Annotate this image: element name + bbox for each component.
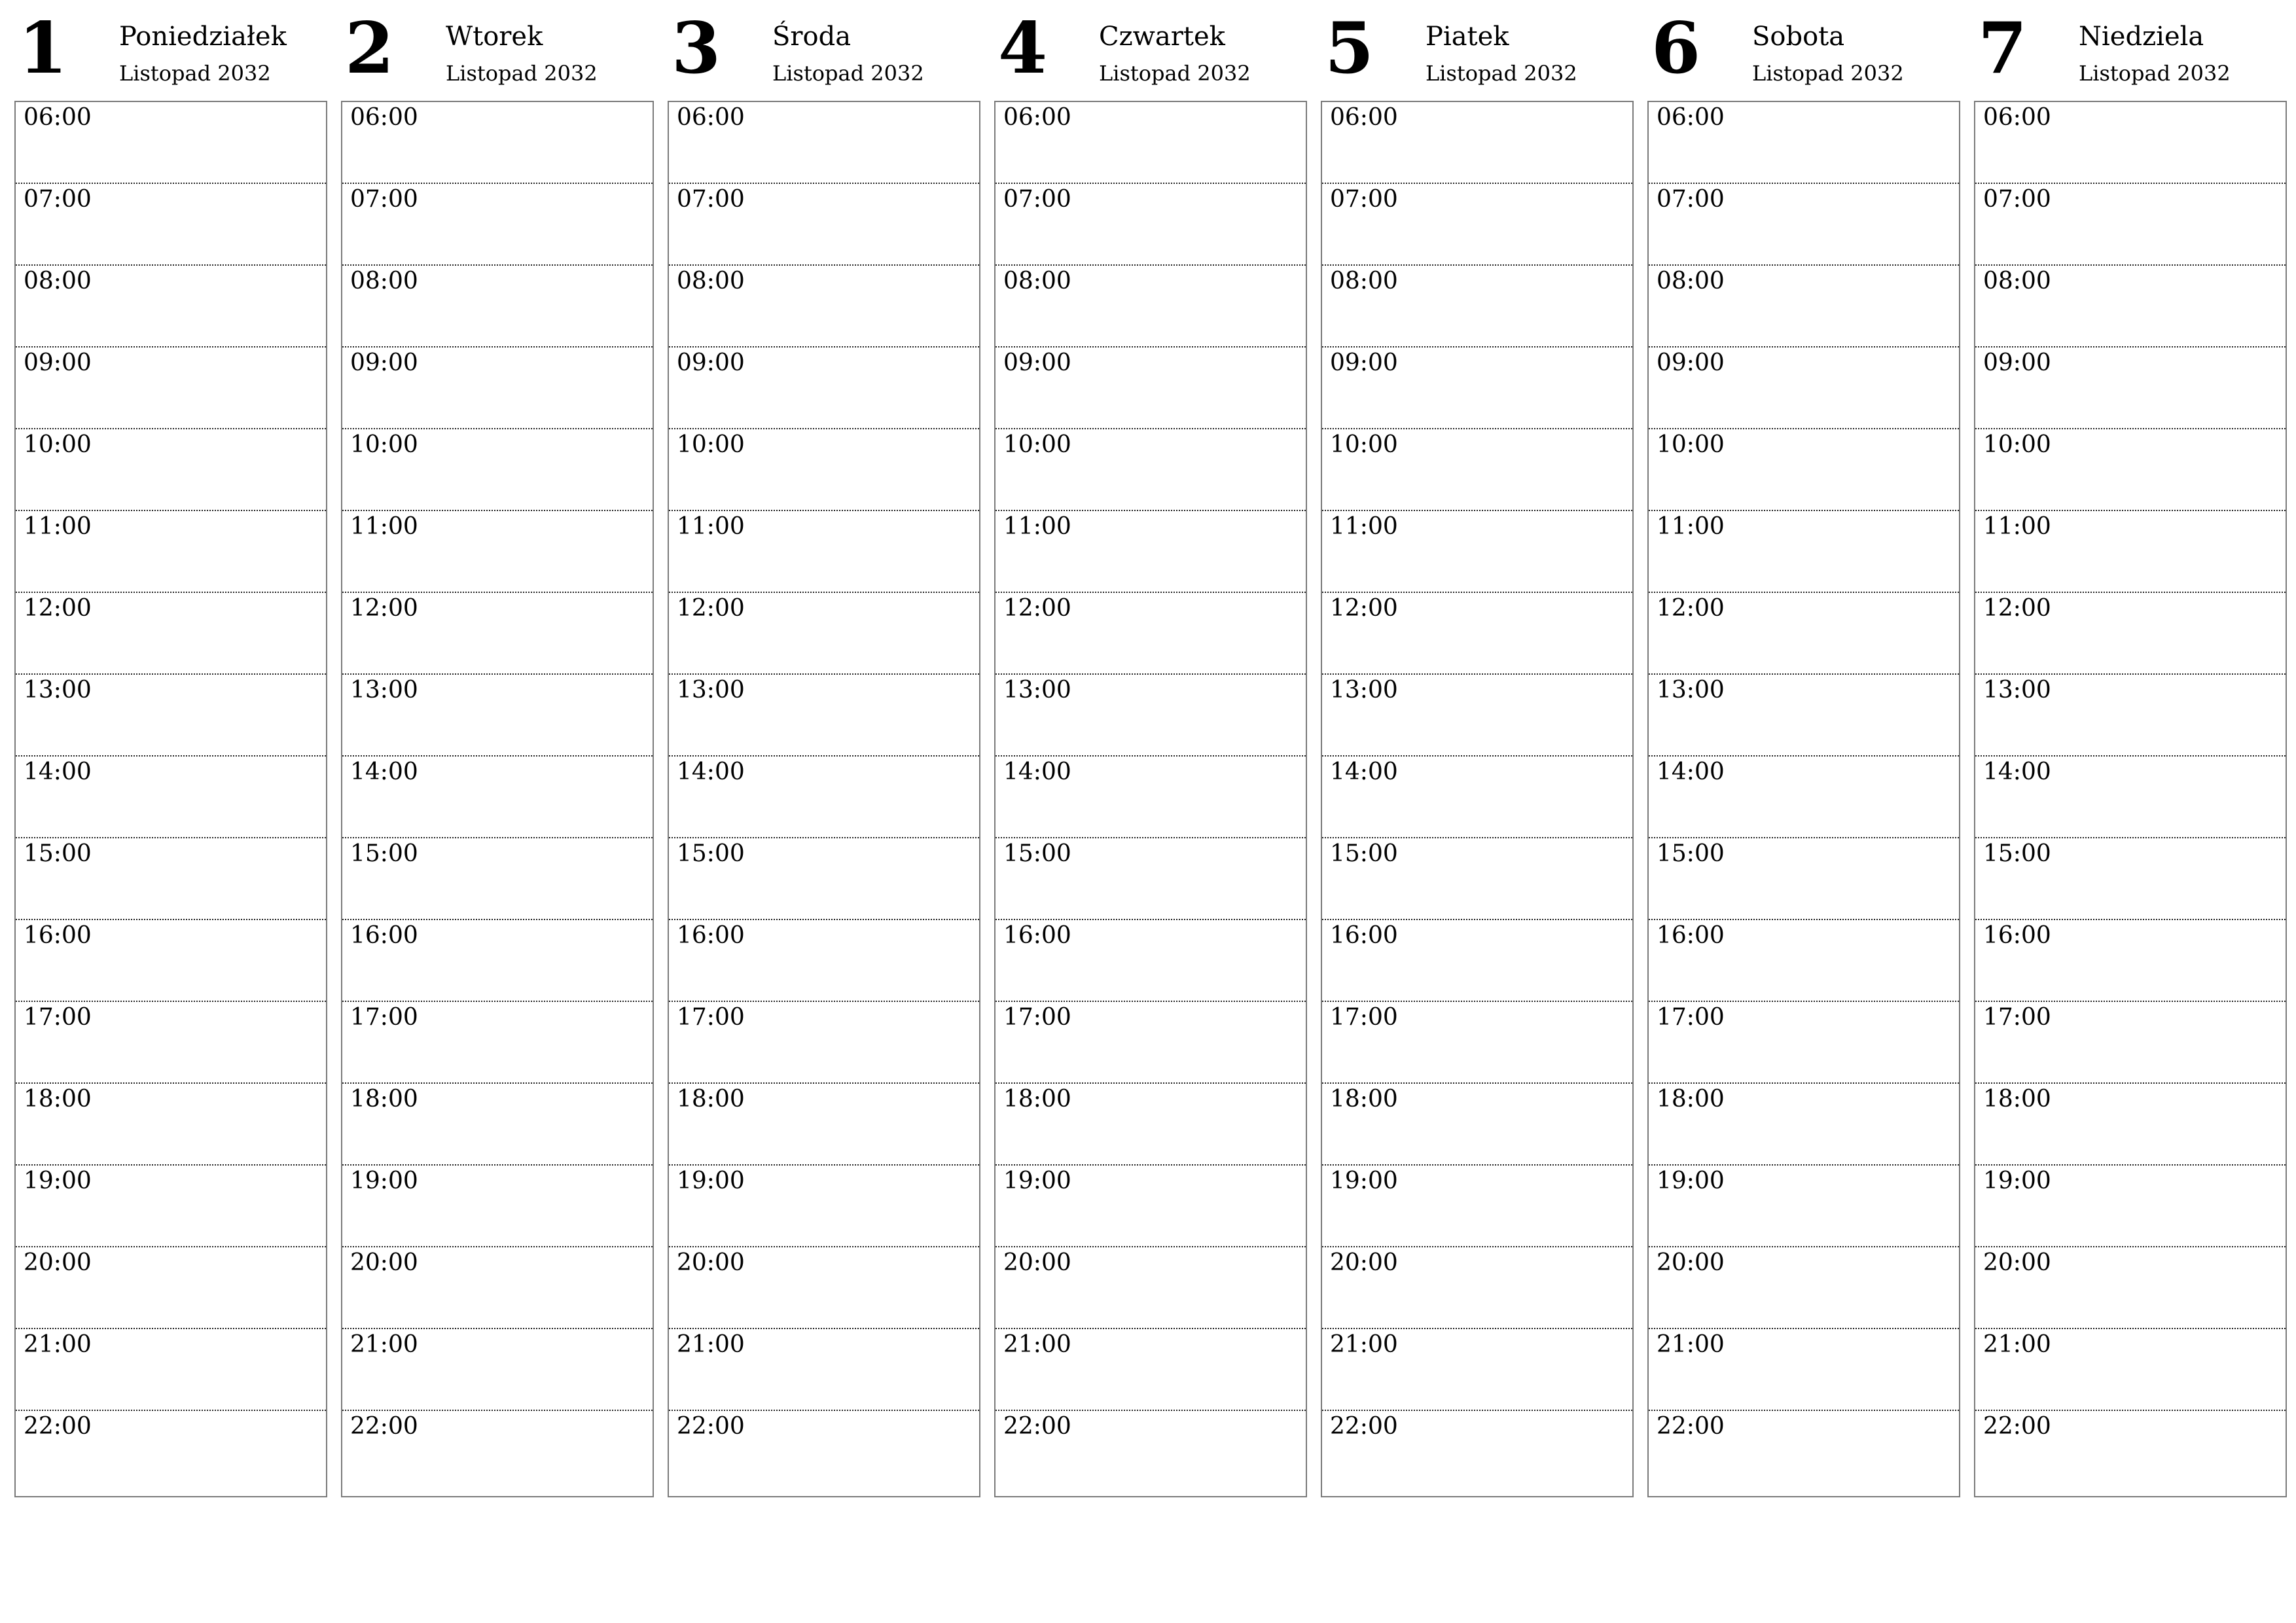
day-name: Wtorek	[446, 22, 543, 52]
hour-label: 21:00	[1657, 1331, 1725, 1358]
day-number: 7	[1978, 7, 2028, 90]
hour-label: 11:00	[1983, 513, 2051, 540]
hour-label: 09:00	[1657, 349, 1725, 376]
day-month-label: Listopad 2032	[772, 61, 924, 86]
hour-slot[interactable]	[342, 1329, 653, 1411]
hour-label: 07:00	[24, 186, 92, 213]
hour-slot[interactable]	[1649, 675, 1959, 757]
day-header	[994, 0, 1307, 98]
day-column	[341, 0, 654, 1500]
hour-label: 16:00	[24, 922, 92, 949]
hour-slot[interactable]	[342, 838, 653, 920]
hour-slot[interactable]	[1649, 266, 1959, 348]
hour-label: 14:00	[350, 758, 418, 785]
hour-label: 09:00	[24, 349, 92, 376]
hour-label: 06:00	[1983, 104, 2051, 131]
hour-slot[interactable]	[1649, 1084, 1959, 1166]
hour-label: 14:00	[1657, 758, 1725, 785]
hour-label: 10:00	[1330, 431, 1398, 458]
hour-label: 17:00	[1657, 1004, 1725, 1031]
hour-label: 19:00	[1983, 1168, 2051, 1194]
hour-slot[interactable]	[16, 920, 326, 1002]
hour-label: 06:00	[1657, 104, 1725, 131]
day-column	[1321, 0, 1634, 1500]
hour-slot[interactable]	[1322, 920, 1632, 1002]
hour-label: 21:00	[1983, 1331, 2051, 1358]
hour-slot[interactable]	[16, 348, 326, 429]
hour-slot[interactable]	[669, 184, 979, 266]
hour-slot[interactable]	[669, 1002, 979, 1084]
day-header	[14, 0, 327, 98]
hour-slot[interactable]	[1322, 184, 1632, 266]
hour-slot[interactable]	[1975, 1002, 2286, 1084]
hour-label: 20:00	[24, 1249, 92, 1276]
hour-slot[interactable]	[996, 1411, 1306, 1493]
hour-slot[interactable]	[342, 675, 653, 757]
hour-slot[interactable]	[1975, 1411, 2286, 1493]
hour-label: 22:00	[24, 1413, 92, 1440]
hour-label: 17:00	[350, 1004, 418, 1031]
hour-slot[interactable]	[16, 593, 326, 675]
day-schedule-box	[994, 101, 1307, 1497]
hour-slot[interactable]	[996, 348, 1306, 429]
hour-label: 22:00	[1983, 1413, 2051, 1440]
hour-label: 10:00	[1657, 431, 1725, 458]
hour-label: 12:00	[350, 595, 418, 622]
hour-label: 08:00	[1983, 268, 2051, 294]
hour-slot[interactable]	[669, 102, 979, 184]
hour-slot[interactable]	[1322, 1084, 1632, 1166]
hour-slot[interactable]	[1649, 348, 1959, 429]
hour-label: 20:00	[1657, 1249, 1725, 1276]
hour-slot[interactable]	[669, 1166, 979, 1247]
hour-label: 21:00	[1330, 1331, 1398, 1358]
hour-label: 18:00	[1983, 1086, 2051, 1113]
day-schedule-box	[1321, 101, 1634, 1497]
hour-slot[interactable]	[342, 102, 653, 184]
hour-label: 12:00	[1003, 595, 1071, 622]
hour-label: 15:00	[1983, 840, 2051, 867]
hour-label: 09:00	[1003, 349, 1071, 376]
hour-slot[interactable]	[1975, 511, 2286, 593]
hour-slot[interactable]	[1649, 1411, 1959, 1493]
hour-label: 06:00	[1330, 104, 1398, 131]
hour-label: 14:00	[1330, 758, 1398, 785]
hour-label: 21:00	[350, 1331, 418, 1358]
hour-label: 18:00	[1657, 1086, 1725, 1113]
hour-slot[interactable]	[996, 184, 1306, 266]
hour-label: 12:00	[677, 595, 745, 622]
day-header	[341, 0, 654, 98]
hour-label: 06:00	[1003, 104, 1071, 131]
hour-slot[interactable]	[1975, 184, 2286, 266]
hour-label: 14:00	[24, 758, 92, 785]
hour-label: 11:00	[1657, 513, 1725, 540]
hour-label: 16:00	[1330, 922, 1398, 949]
hour-slot[interactable]	[996, 1247, 1306, 1329]
hour-slot[interactable]	[996, 675, 1306, 757]
hour-label: 10:00	[1003, 431, 1071, 458]
hour-label: 19:00	[350, 1168, 418, 1194]
hour-label: 08:00	[1657, 268, 1725, 294]
day-number: 2	[345, 7, 395, 90]
hour-slot[interactable]	[1649, 1247, 1959, 1329]
hour-slot[interactable]	[1322, 348, 1632, 429]
hour-slot[interactable]	[16, 675, 326, 757]
hour-label: 06:00	[677, 104, 745, 131]
day-month-label: Listopad 2032	[119, 61, 271, 86]
hour-label: 17:00	[677, 1004, 745, 1031]
hour-slot[interactable]	[1322, 102, 1632, 184]
hour-slot[interactable]	[16, 1166, 326, 1247]
hour-slot[interactable]	[16, 838, 326, 920]
hour-slot[interactable]	[1649, 511, 1959, 593]
hour-label: 11:00	[677, 513, 745, 540]
hour-label: 07:00	[1657, 186, 1725, 213]
day-schedule-box	[1647, 101, 1960, 1497]
hour-slot[interactable]	[16, 1084, 326, 1166]
hour-label: 13:00	[1657, 677, 1725, 704]
hour-slot[interactable]	[16, 266, 326, 348]
hour-slot[interactable]	[342, 920, 653, 1002]
hour-slot[interactable]	[996, 511, 1306, 593]
hour-label: 08:00	[1330, 268, 1398, 294]
hour-label: 18:00	[1003, 1086, 1071, 1113]
hour-slot[interactable]	[342, 511, 653, 593]
hour-slot[interactable]	[1975, 1329, 2286, 1411]
hour-label: 15:00	[350, 840, 418, 867]
day-header	[1647, 0, 1960, 98]
hour-slot[interactable]	[1322, 675, 1632, 757]
hour-label: 19:00	[1003, 1168, 1071, 1194]
hour-slot[interactable]	[16, 102, 326, 184]
day-column	[1647, 0, 1960, 1500]
hour-label: 08:00	[677, 268, 745, 294]
day-month-label: Listopad 2032	[2079, 61, 2231, 86]
hour-label: 22:00	[677, 1413, 745, 1440]
hour-slot[interactable]	[1322, 593, 1632, 675]
hour-label: 10:00	[350, 431, 418, 458]
day-schedule-box	[14, 101, 327, 1497]
hour-slot[interactable]	[996, 429, 1306, 511]
hour-slot[interactable]	[1649, 838, 1959, 920]
hour-slot[interactable]	[16, 1329, 326, 1411]
hour-slot[interactable]	[1322, 1329, 1632, 1411]
hour-label: 13:00	[1983, 677, 2051, 704]
day-column	[668, 0, 980, 1500]
hour-slot[interactable]	[1649, 1329, 1959, 1411]
hour-slot[interactable]	[1975, 757, 2286, 838]
hour-slot[interactable]	[996, 266, 1306, 348]
hour-slot[interactable]	[1649, 429, 1959, 511]
hour-label: 22:00	[350, 1413, 418, 1440]
hour-label: 20:00	[677, 1249, 745, 1276]
hour-slot[interactable]	[669, 675, 979, 757]
hour-label: 09:00	[677, 349, 745, 376]
hour-slot[interactable]	[1975, 102, 2286, 184]
hour-label: 22:00	[1330, 1413, 1398, 1440]
hour-label: 21:00	[677, 1331, 745, 1358]
hour-label: 13:00	[350, 677, 418, 704]
hour-label: 13:00	[1003, 677, 1071, 704]
hour-slot[interactable]	[1322, 429, 1632, 511]
hour-slot[interactable]	[342, 1166, 653, 1247]
hour-slot[interactable]	[342, 1247, 653, 1329]
hour-label: 15:00	[1657, 840, 1725, 867]
hour-label: 14:00	[1983, 758, 2051, 785]
hour-label: 16:00	[1657, 922, 1725, 949]
hour-label: 15:00	[1330, 840, 1398, 867]
hour-label: 12:00	[1983, 595, 2051, 622]
hour-slot[interactable]	[342, 1084, 653, 1166]
day-number: 4	[998, 7, 1048, 90]
hour-slot[interactable]	[342, 1002, 653, 1084]
hour-label: 20:00	[350, 1249, 418, 1276]
hour-label: 22:00	[1657, 1413, 1725, 1440]
hour-slot[interactable]	[669, 1084, 979, 1166]
hour-slot[interactable]	[16, 1411, 326, 1493]
hour-label: 12:00	[1330, 595, 1398, 622]
hour-slot[interactable]	[669, 1411, 979, 1493]
hour-slot[interactable]	[1975, 1166, 2286, 1247]
hour-label: 19:00	[677, 1168, 745, 1194]
hour-slot[interactable]	[669, 593, 979, 675]
hour-slot[interactable]	[1975, 266, 2286, 348]
hour-slot[interactable]	[16, 511, 326, 593]
hour-label: 11:00	[350, 513, 418, 540]
hour-slot[interactable]	[16, 184, 326, 266]
day-month-label: Listopad 2032	[1426, 61, 1577, 86]
hour-label: 19:00	[24, 1168, 92, 1194]
day-number: 1	[18, 7, 68, 90]
hour-label: 13:00	[1330, 677, 1398, 704]
hour-slot[interactable]	[996, 920, 1306, 1002]
hour-slot[interactable]	[1649, 1166, 1959, 1247]
hour-slot[interactable]	[342, 348, 653, 429]
hour-slot[interactable]	[1322, 1247, 1632, 1329]
day-number: 5	[1325, 7, 1374, 90]
hour-slot[interactable]	[1975, 429, 2286, 511]
hour-slot[interactable]	[1322, 266, 1632, 348]
hour-label: 20:00	[1003, 1249, 1071, 1276]
day-schedule-box	[668, 101, 980, 1497]
hour-slot[interactable]	[669, 920, 979, 1002]
hour-slot[interactable]	[16, 429, 326, 511]
hour-slot[interactable]	[996, 102, 1306, 184]
hour-label: 19:00	[1657, 1168, 1725, 1194]
hour-label: 11:00	[1330, 513, 1398, 540]
day-schedule-box	[1974, 101, 2287, 1497]
hour-slot[interactable]	[669, 1247, 979, 1329]
day-schedule-box	[341, 101, 654, 1497]
hour-slot[interactable]	[996, 593, 1306, 675]
hour-label: 14:00	[1003, 758, 1071, 785]
hour-slot[interactable]	[1322, 1002, 1632, 1084]
day-column	[994, 0, 1307, 1500]
hour-label: 10:00	[677, 431, 745, 458]
hour-slot[interactable]	[1322, 1166, 1632, 1247]
hour-slot[interactable]	[1649, 102, 1959, 184]
hour-slot[interactable]	[1322, 511, 1632, 593]
hour-slot[interactable]	[1975, 1247, 2286, 1329]
hour-label: 09:00	[1330, 349, 1398, 376]
hour-label: 20:00	[1330, 1249, 1398, 1276]
hour-label: 16:00	[350, 922, 418, 949]
hour-label: 21:00	[1003, 1331, 1071, 1358]
hour-slot[interactable]	[342, 593, 653, 675]
day-header	[1321, 0, 1634, 98]
hour-slot[interactable]	[342, 1411, 653, 1493]
hour-label: 09:00	[350, 349, 418, 376]
hour-label: 07:00	[677, 186, 745, 213]
hour-label: 15:00	[677, 840, 745, 867]
day-name: Niedziela	[2079, 22, 2204, 52]
hour-slot[interactable]	[342, 757, 653, 838]
hour-slot[interactable]	[669, 266, 979, 348]
day-name: Środa	[772, 22, 852, 52]
hour-label: 07:00	[1983, 186, 2051, 213]
hour-label: 16:00	[1983, 922, 2051, 949]
day-name: Sobota	[1752, 22, 1845, 52]
hour-label: 18:00	[350, 1086, 418, 1113]
hour-label: 11:00	[1003, 513, 1071, 540]
hour-label: 17:00	[1330, 1004, 1398, 1031]
hour-slot[interactable]	[996, 1002, 1306, 1084]
hour-label: 08:00	[1003, 268, 1071, 294]
hour-slot[interactable]	[1975, 348, 2286, 429]
hour-label: 16:00	[677, 922, 745, 949]
hour-label: 13:00	[677, 677, 745, 704]
hour-label: 12:00	[1657, 595, 1725, 622]
hour-label: 07:00	[350, 186, 418, 213]
hour-slot[interactable]	[1322, 757, 1632, 838]
day-number: 3	[672, 7, 721, 90]
hour-label: 17:00	[1983, 1004, 2051, 1031]
hour-label: 06:00	[350, 104, 418, 131]
hour-label: 07:00	[1330, 186, 1398, 213]
hour-label: 07:00	[1003, 186, 1071, 213]
day-name: Poniedziałek	[119, 22, 287, 52]
hour-slot[interactable]	[996, 1329, 1306, 1411]
hour-slot[interactable]	[996, 838, 1306, 920]
hour-slot[interactable]	[669, 757, 979, 838]
hour-label: 18:00	[24, 1086, 92, 1113]
hour-slot[interactable]	[1975, 1084, 2286, 1166]
hour-slot[interactable]	[16, 1247, 326, 1329]
hour-label: 18:00	[677, 1086, 745, 1113]
day-month-label: Listopad 2032	[1752, 61, 1904, 86]
hour-slot[interactable]	[1975, 675, 2286, 757]
hour-slot[interactable]	[1649, 184, 1959, 266]
hour-slot[interactable]	[1975, 593, 2286, 675]
hour-label: 21:00	[24, 1331, 92, 1358]
hour-label: 14:00	[677, 758, 745, 785]
hour-slot[interactable]	[1649, 1002, 1959, 1084]
hour-label: 10:00	[24, 431, 92, 458]
day-name: Piatek	[1426, 22, 1509, 52]
hour-label: 20:00	[1983, 1249, 2051, 1276]
day-month-label: Listopad 2032	[446, 61, 598, 86]
hour-slot[interactable]	[996, 757, 1306, 838]
day-number: 6	[1651, 7, 1701, 90]
hour-slot[interactable]	[1322, 838, 1632, 920]
hour-slot[interactable]	[669, 348, 979, 429]
hour-label: 22:00	[1003, 1413, 1071, 1440]
hour-slot[interactable]	[996, 1166, 1306, 1247]
hour-label: 15:00	[24, 840, 92, 867]
hour-slot[interactable]	[1975, 838, 2286, 920]
hour-slot[interactable]	[669, 429, 979, 511]
hour-label: 09:00	[1983, 349, 2051, 376]
hour-slot[interactable]	[16, 1002, 326, 1084]
hour-label: 17:00	[1003, 1004, 1071, 1031]
hour-slot[interactable]	[669, 1329, 979, 1411]
day-column	[14, 0, 327, 1500]
hour-slot[interactable]	[342, 266, 653, 348]
hour-slot[interactable]	[342, 184, 653, 266]
hour-label: 08:00	[24, 268, 92, 294]
hour-label: 10:00	[1983, 431, 2051, 458]
day-header	[668, 0, 980, 98]
day-month-label: Listopad 2032	[1099, 61, 1251, 86]
hour-label: 06:00	[24, 104, 92, 131]
hour-slot[interactable]	[669, 511, 979, 593]
hour-slot[interactable]	[16, 757, 326, 838]
hour-label: 15:00	[1003, 840, 1071, 867]
hour-label: 12:00	[24, 595, 92, 622]
hour-slot[interactable]	[342, 429, 653, 511]
hour-slot[interactable]	[1649, 593, 1959, 675]
hour-slot[interactable]	[1649, 757, 1959, 838]
hour-label: 16:00	[1003, 922, 1071, 949]
hour-label: 18:00	[1330, 1086, 1398, 1113]
hour-slot[interactable]	[1322, 1411, 1632, 1493]
hour-slot[interactable]	[996, 1084, 1306, 1166]
hour-label: 19:00	[1330, 1168, 1398, 1194]
hour-label: 13:00	[24, 677, 92, 704]
hour-slot[interactable]	[669, 838, 979, 920]
hour-slot[interactable]	[1975, 920, 2286, 1002]
hour-label: 08:00	[350, 268, 418, 294]
hour-slot[interactable]	[1649, 920, 1959, 1002]
day-name: Czwartek	[1099, 22, 1225, 52]
day-header	[1974, 0, 2287, 98]
hour-label: 17:00	[24, 1004, 92, 1031]
weekly-planner	[14, 0, 2288, 1500]
day-column	[1974, 0, 2287, 1500]
hour-label: 11:00	[24, 513, 92, 540]
